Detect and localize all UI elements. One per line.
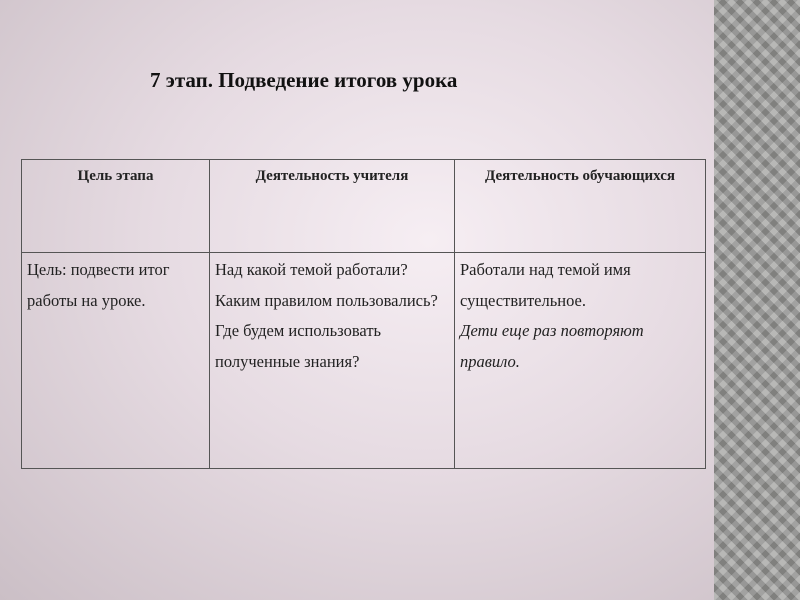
header-teacher-activity: Деятельность учителя [210,160,455,253]
teacher-question-3: Где будем использовать полученные знания? [215,321,382,371]
header-student-activity: Деятельность обучающихся [455,160,706,253]
teacher-question-1: Над какой темой работали? [215,260,408,279]
student-activity-text: Работали над темой имя существительное. [460,260,631,310]
goal-text: Цель: подвести итог работы на уроке. [27,260,170,310]
teacher-question-2: Каким правилом пользовались? [215,290,438,310]
cell-goal [22,253,210,469]
header-goal: Цель этапа [22,160,210,253]
decorative-side-strip [714,0,800,600]
table-row [22,253,706,469]
table-header-row [22,160,706,253]
cell-teacher-activity [210,253,455,469]
slide-title: 7 этап. Подведение итогов урока [150,68,458,92]
cell-student-activity [455,253,706,469]
student-activity-italic: Дети еще раз повторяют правило. [460,321,644,371]
lesson-stage-table [21,159,706,469]
